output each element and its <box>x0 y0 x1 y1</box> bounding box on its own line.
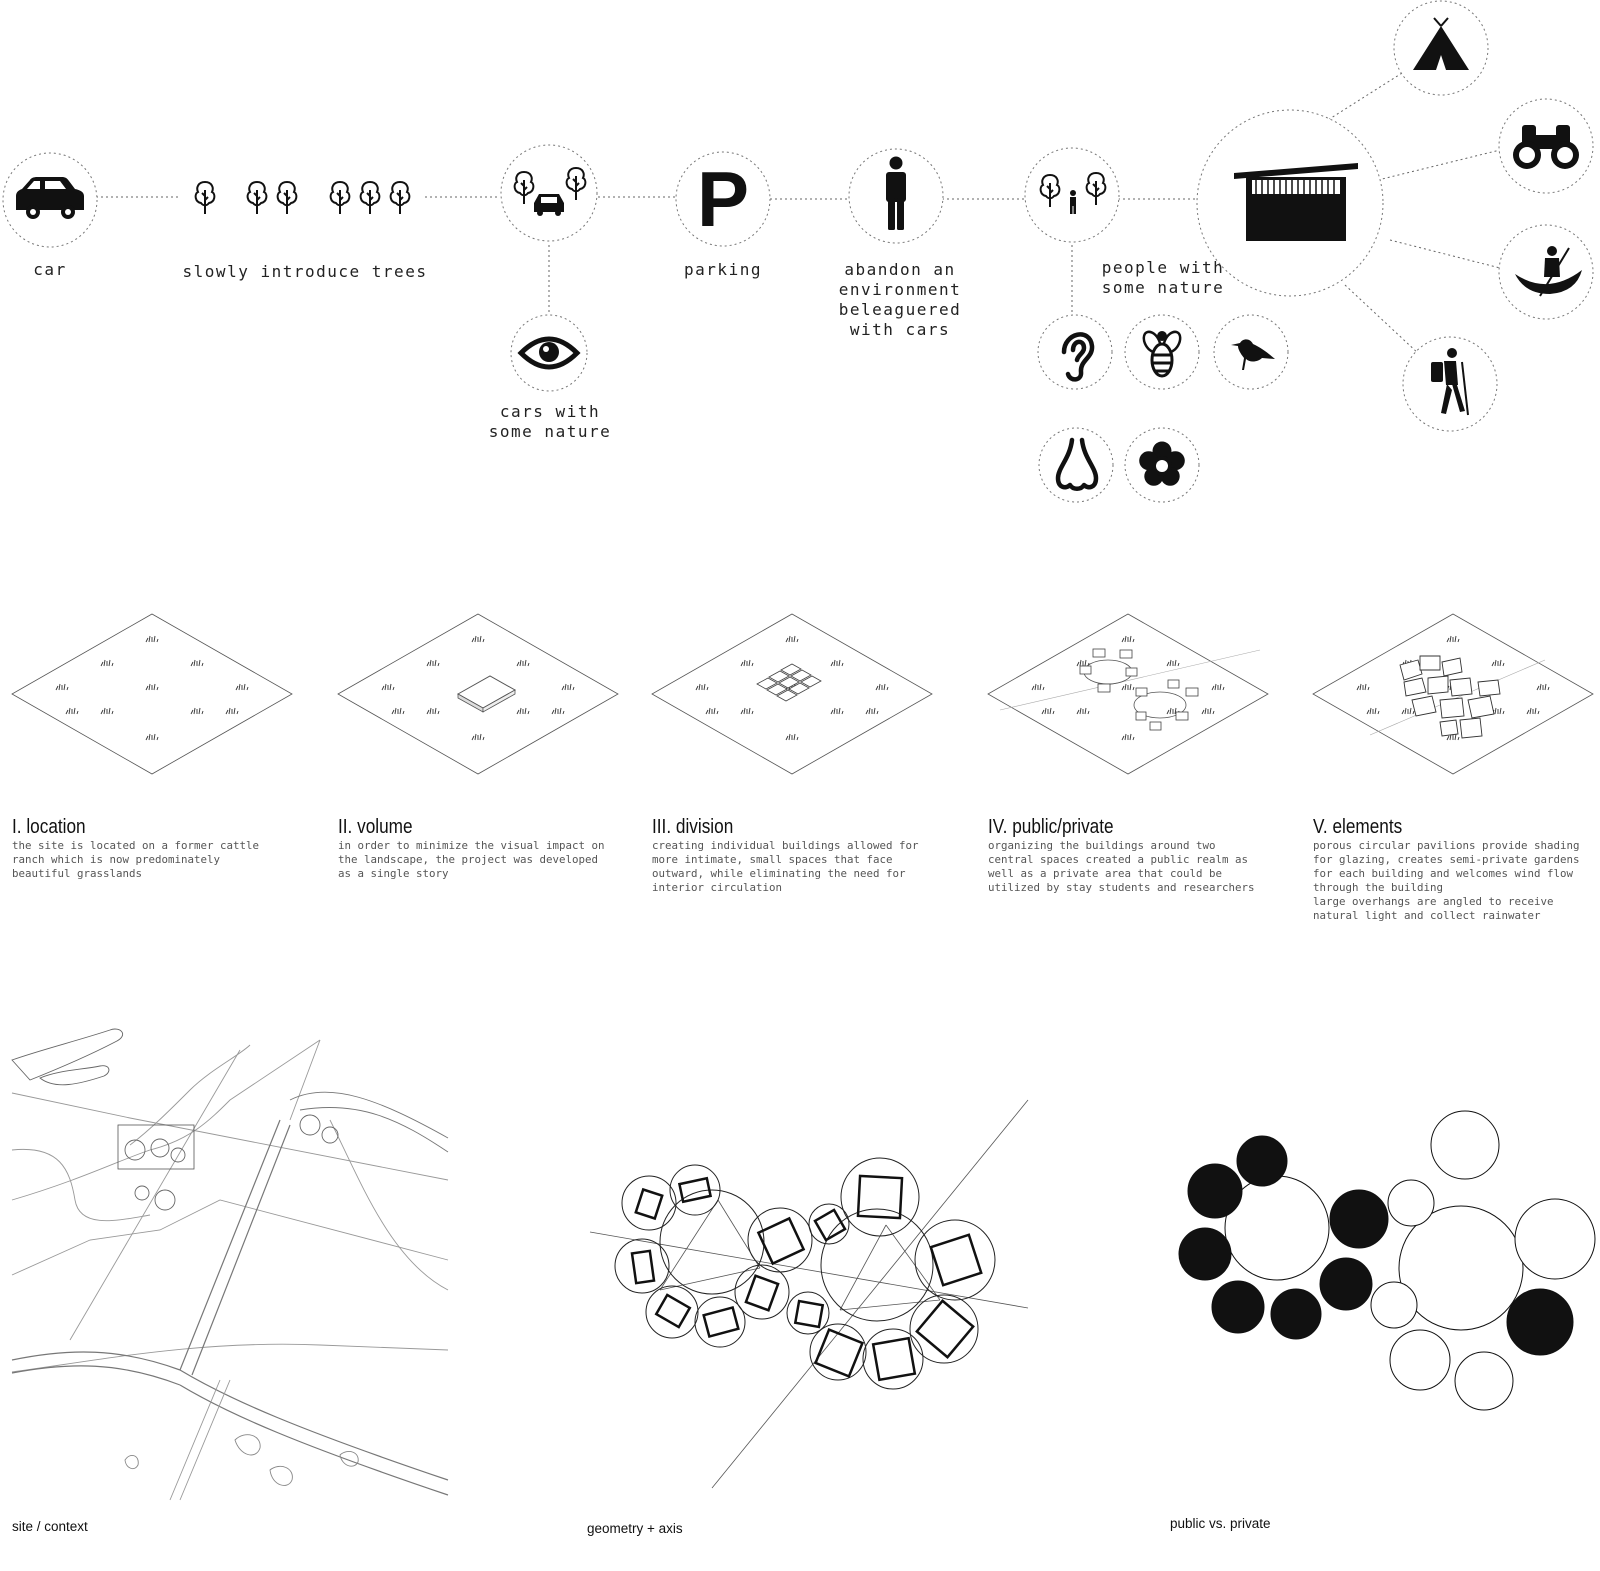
geometry-axis-caption: geometry + axis <box>587 1521 683 1536</box>
parking-node <box>676 152 770 246</box>
site-context-caption: site / context <box>12 1519 88 1534</box>
bee-node <box>1125 315 1199 389</box>
step-desc-5: porous circular pavilions provide shading for glazing, creates semi-private gardens for each building and welcomes wind flow through the building large overhangs are angled to receive natural light and collect rainwater <box>1313 839 1580 922</box>
flower-node <box>1125 428 1199 502</box>
nose-node <box>1039 428 1113 502</box>
tree-icon <box>248 182 267 214</box>
canoe-node <box>1499 225 1593 319</box>
trees-label: slowly introduce trees <box>182 262 428 281</box>
abandon-label: abandon an environment beleaguered with cars <box>838 260 962 339</box>
step-diagram-public-private <box>988 614 1268 774</box>
step-desc-2: in order to minimize the visual impact on the landscape, the project was developed as a single story <box>338 839 605 880</box>
step-desc-1: the site is located on a former cattle ranch which is now predominately beautiful grasslands <box>12 839 260 880</box>
people-label: people with some nature <box>1101 258 1225 297</box>
public-private-diagram <box>1179 1111 1595 1410</box>
geometry-axis-diagram <box>590 1100 1028 1488</box>
step-desc-3: creating individual buildings allowed for more intimate, small spaces that face outward, while eliminating the need for interior circulation <box>652 839 919 894</box>
people-with-trees-node <box>1025 148 1119 242</box>
step-diagram-location <box>12 614 292 774</box>
site-context-map <box>12 1029 448 1500</box>
parking-icon: P <box>696 155 750 243</box>
public-private-caption: public vs. private <box>1170 1516 1271 1531</box>
step-title-1: I. location <box>12 816 86 838</box>
tree-icon <box>331 182 350 214</box>
hiker-node <box>1403 337 1497 431</box>
tree-row <box>196 182 410 214</box>
step-diagram-elements <box>1313 614 1593 774</box>
tree-icon <box>391 182 410 214</box>
bird-node <box>1214 315 1288 389</box>
step-title-4: IV. public/private <box>988 816 1114 838</box>
step-diagram-volume <box>338 614 618 774</box>
tent-node <box>1394 1 1488 95</box>
car-node <box>3 153 97 247</box>
step-title-2: II. volume <box>338 816 413 838</box>
parking-label: parking <box>684 260 762 279</box>
cars-nature-label: cars with some nature <box>488 402 612 441</box>
tree-icon <box>278 182 297 214</box>
binoculars-node <box>1499 99 1593 193</box>
step-title-3: III. division <box>652 816 734 838</box>
step-diagram-division <box>652 614 932 774</box>
step-title-5: V. elements <box>1313 816 1403 838</box>
tree-icon <box>196 182 215 214</box>
cars-with-trees-node <box>501 145 597 241</box>
eye-node <box>511 315 587 391</box>
ear-node <box>1038 315 1112 389</box>
tree-icon <box>361 182 380 214</box>
car-label: car <box>33 260 67 279</box>
person-node <box>849 149 943 243</box>
step-desc-4: organizing the buildings around two central spaces created a public realm as well as a private area that could be utilized by stay students and researchers <box>988 839 1255 894</box>
